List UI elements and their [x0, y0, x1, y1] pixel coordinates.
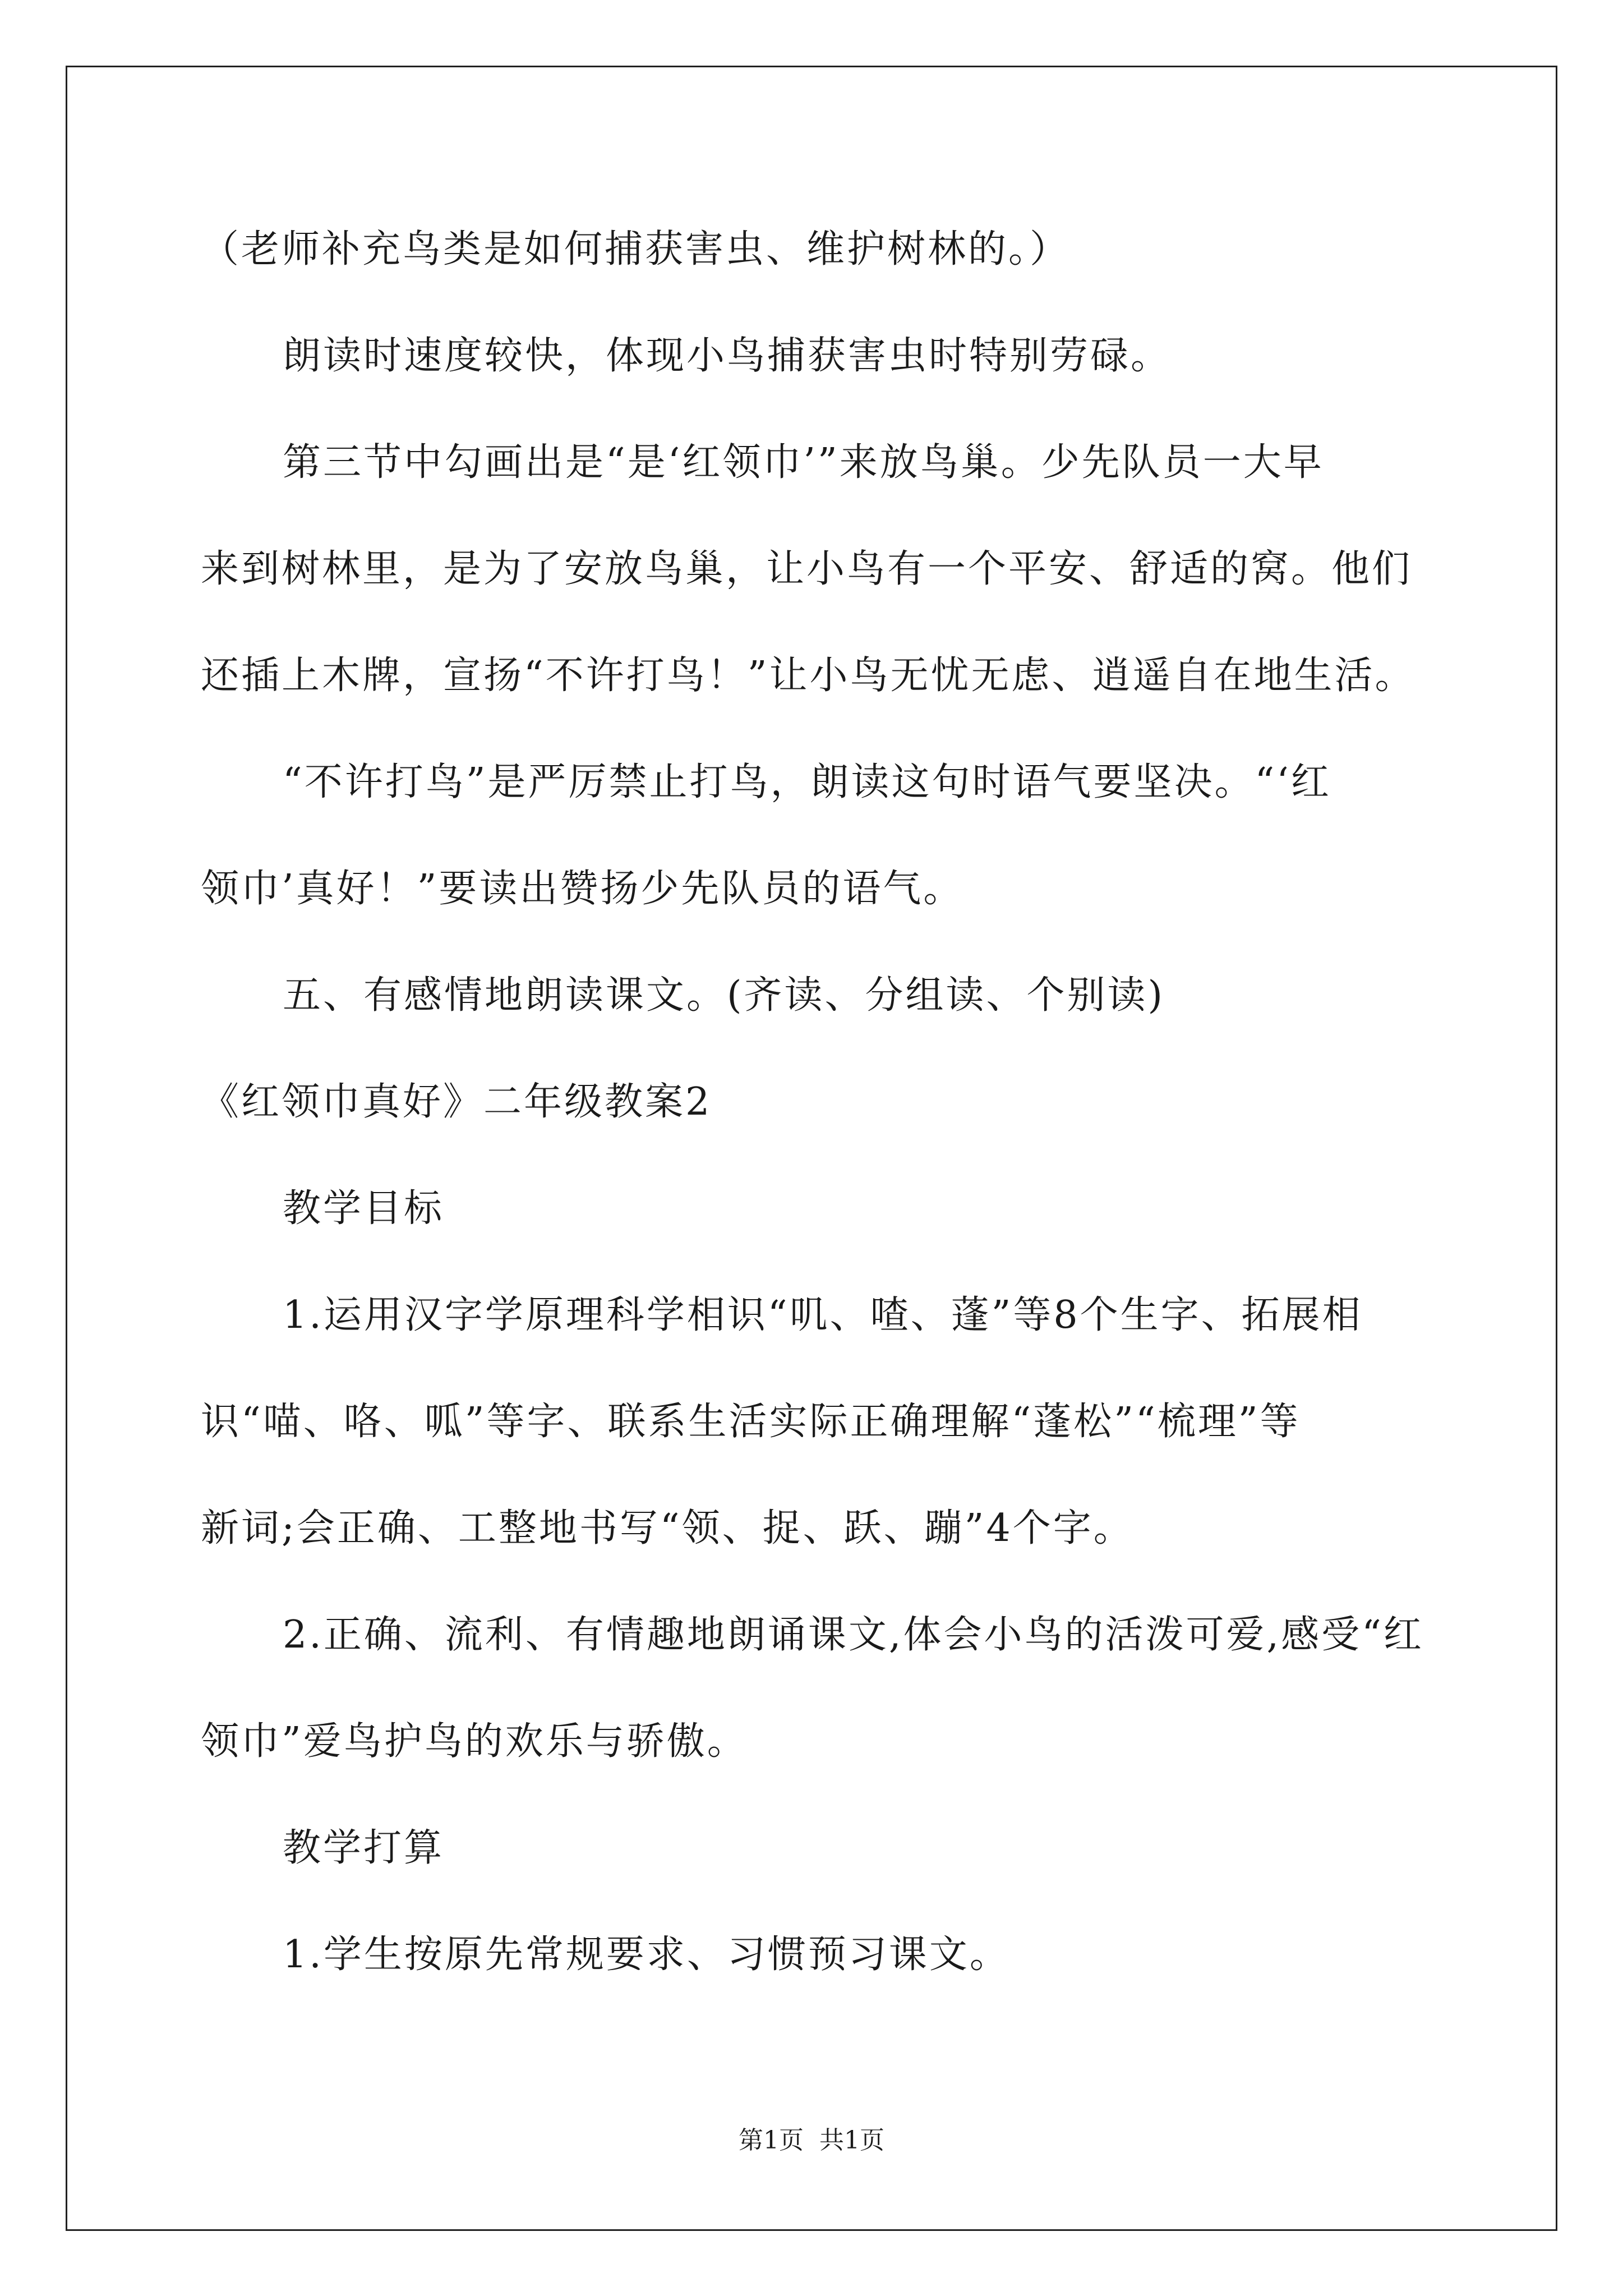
text-line: 识“喵、咯、呱”等字、联系生活实际正确理解“蓬松”“梳理”等: [201, 1400, 1301, 1444]
text-line: 朗读时速度较快，体现小鸟捕获害虫时特别劳碌。: [283, 334, 1172, 378]
text-line: 领巾’真好！”要读出赞扬少先队员的语气。: [201, 867, 964, 911]
text-line: 新词;会正确、工整地书写“领、捉、跃、蹦”4个字。: [201, 1506, 1134, 1550]
section-heading: 《红领巾真好》二年级教案2: [201, 1080, 712, 1124]
page-number: 第1页: [739, 2126, 804, 2155]
text-line: 领巾”爱鸟护鸟的欢乐与骄傲。: [201, 1719, 748, 1764]
text-line: 1.学生按原先常规要求、习惯预习课文。: [283, 1932, 1010, 1977]
text-line: 第三节中勾画出是“是‘红领巾’”来放鸟巢。少先队员一大早: [283, 440, 1324, 485]
text-line: 来到树林里，是为了安放鸟巢，让小鸟有一个平安、舒适的窝。他们: [201, 547, 1413, 591]
subheading: 教学打算: [283, 1826, 445, 1870]
text-line: 还插上木牌，宣扬“不许打鸟！”让小鸟无忧无虑、逍遥自在地生活。: [201, 654, 1415, 698]
page-footer: [0, 2124, 1623, 2157]
page-total: 共1页: [819, 2126, 884, 2155]
text-line: 1.运用汉字学原理科学相识“叽、喳、蓬”等8个生字、拓展相: [283, 1293, 1363, 1337]
text-line: （老师补充鸟类是如何捕获害虫、维护树林的。）: [201, 227, 1071, 272]
subheading: 教学目标: [283, 1186, 445, 1231]
text-line: 2.正确、流利、有情趣地朗诵课文,体会小鸟的活泼可爱,感受“红: [283, 1613, 1424, 1657]
text-line: “不许打鸟”是严厉禁止打鸟，朗读这句时语气要坚决。“‘红: [283, 760, 1331, 804]
text-line: 五、有感情地朗读课文。(齐读、分组读、个别读): [283, 973, 1165, 1018]
page-border: [66, 66, 1557, 2231]
